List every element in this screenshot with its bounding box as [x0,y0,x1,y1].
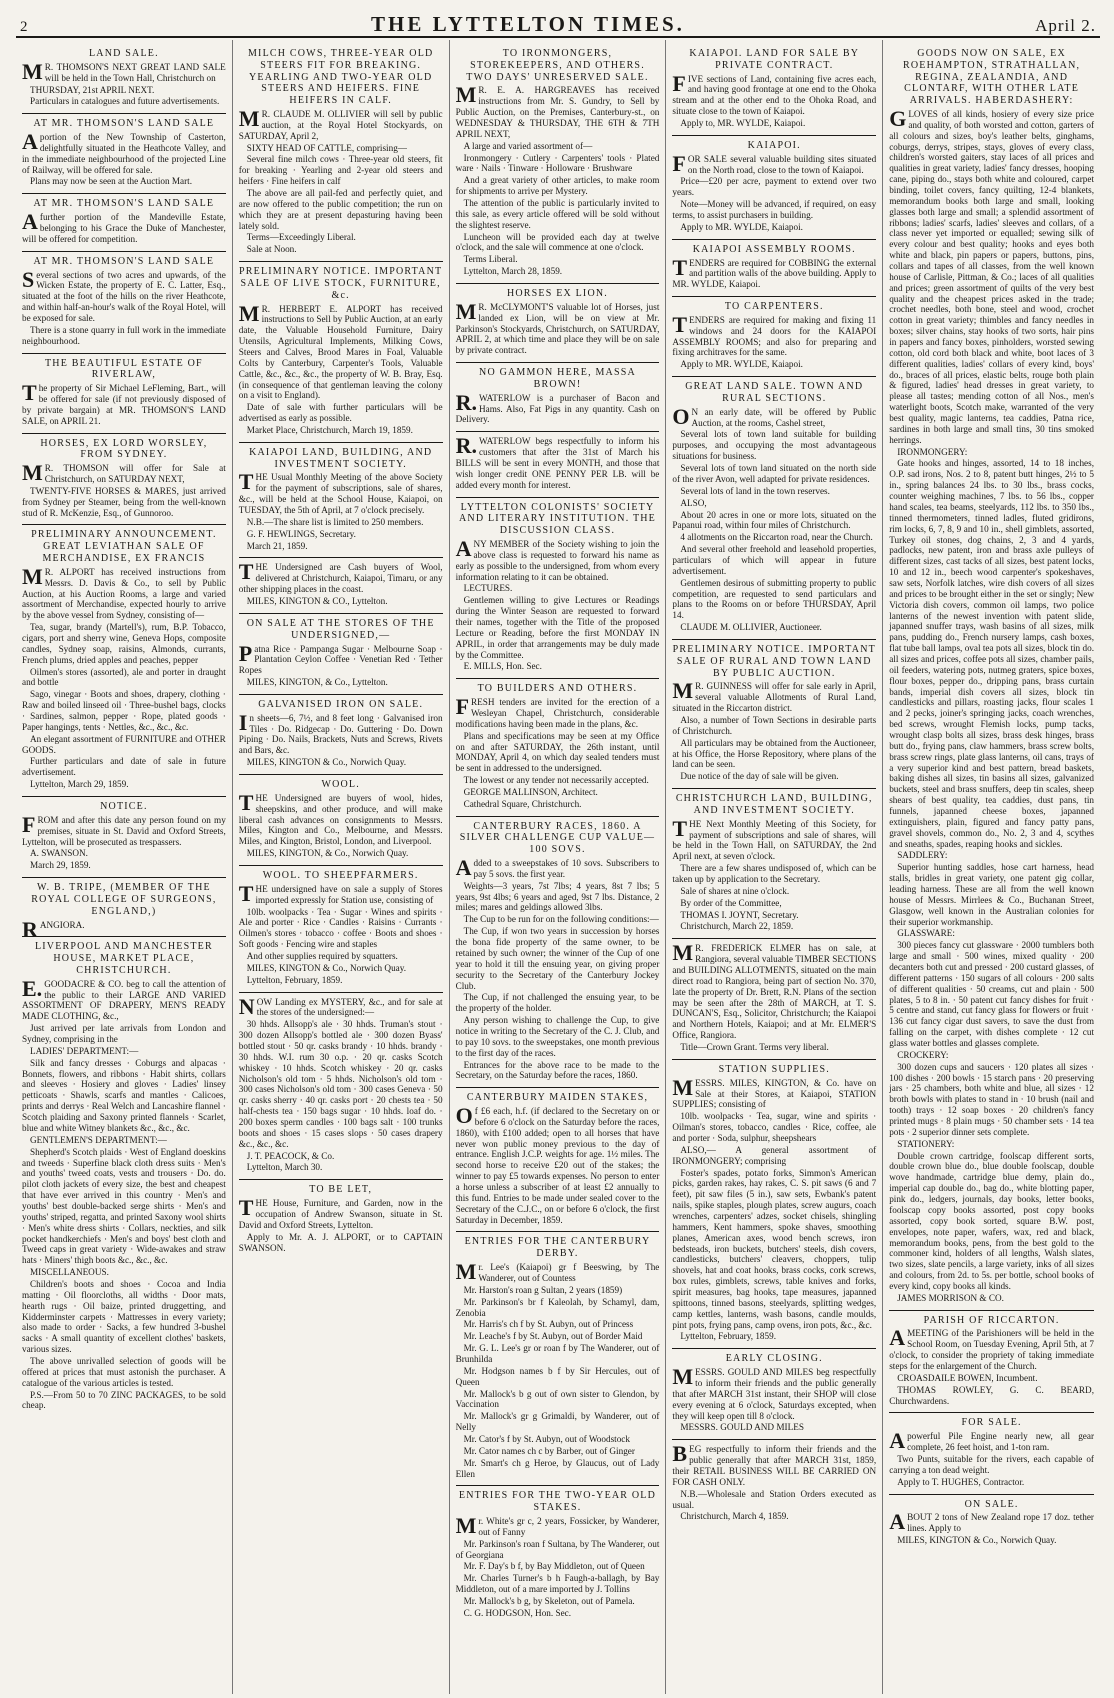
ad-paragraph: FOR SALE several valuable building sites situated on the North road, close to the town of Kaiapoi. [672,150,877,176]
ad-paragraph: Mr. Charles Turner's b h Faugh-a-ballagh, by Bay Middleton, out of a mare imported by J. Tollins [455,1573,660,1595]
ad-paragraph: Oilmen's stores (assorted), ale and porter in draught and bottle [22,666,226,688]
advertisement [456,1486,660,1624]
ad-paragraph: Weights—3 years, 7st 7lbs; 4 years, 8st 7 lbs; 5 years, 9st 4lbs; 6 years and aged, 9st 7 lbs. Distance, 2 miles; mares and geldings allowed 3lbs. [455,880,660,913]
ad-paragraph: N.B.—The share list is limited to 250 members. [246,516,424,527]
advertisement [456,363,660,432]
ad-paragraph: 300 dozen cups and saucers · 120 plates all sizes · 100 dishes · 200 bowls · 15 starch pans · 20 preserving jars · 25 chambers, both white and blue, all sizes · 12 broth bowls with plates to stand in · 10 brush (nail and tooth) trays · 12 soap boxes · 20 children's fancy printed mugs · 8 plain mugs · 50 chamber sets · 14 tea pots · 2 superior dinner sets complete. [889,1061,1094,1137]
ad-heading: HORSES EX LION. [506,288,609,299]
ad-heading: KAIAPOI ASSEMBLY ROOMS. [692,243,856,255]
ad-paragraph: Lyttelton, February, 1859. [246,974,343,985]
ad-paragraph: Cathedral Square, Christchurch. [463,798,582,809]
ad-paragraph: THE Undersigned are Cash buyers of Wool, delivered at Christchurch, Kaiapoi, Timaru, or any other shipping places in the coast. [238,559,443,595]
advertisement [22,194,226,251]
ad-paragraph: Sale of shares at nine o'clock. [680,885,790,896]
ad-paragraph: Due notice of the day of sale will be given. [680,771,839,782]
ad-heading: PARISH OF RICCARTON. [923,1314,1060,1326]
ad-paragraph: CROASDAILE BOWEN, Incumbent. [897,1372,1038,1383]
ad-paragraph: Mr. Leache's f by St. Aubyn, out of Border Maid [463,1331,643,1342]
advertisement [456,679,660,816]
ad-paragraph: The Cup, if not challenged the ensuing year, to be the property of the holder. [455,992,660,1014]
ad-heading: HORSES, EX LORD WORSLEY, FROM SYDNEY. [40,437,208,461]
ad-paragraph: MR. ALPORT has received instructions from Messrs. D. Davis & Co., to sell by Public Auction, at his Auction Rooms, a large and varied assortment of Merchandise, expected hourly to arrive by the above vessel from Sydney, consisting of— [22,563,226,621]
advertisement [239,262,443,443]
ad-paragraph: There are a few shares undisposed of, which can be taken up by application to the Secretary. [672,863,877,884]
ad-heading: CANTERBURY MAIDEN STAKES, [466,1092,649,1104]
ad-paragraph: GEORGE MALLINSON, Architect. [463,786,598,797]
ad-paragraph: Silk and fancy dresses · Coburgs and alpacas · Bonnets, flowers, and ribbons · Habit shirts, collars and sleeves · Hosiery and gloves · Ladies' linsey petticoats · Shawls, scarfs and mantles · Calicoes, prints and derrys · Real Welch and Lancashire flannel · Scotch plaiding and Saxony printed flannels · Scarlet, blue and white Witney blankets &c., &c., &c. [22,1057,226,1133]
column-4 [666,40,883,1694]
advertisement [672,44,876,136]
ad-paragraph: Mr. Hodgson names b f by Sir Hercules, out of Queen [455,1365,660,1387]
ad-paragraph: Afurther portion of the Mandeville Estate, belonging to his Grace the Duke of Manchester, will be offered for competition. [22,209,226,244]
ad-heading: AT MR. THOMSON'S LAND SALE [33,198,215,210]
ad-paragraph: Shepherd's Scotch plaids · West of England doeskins and tweeds · Superfine black cloth dress suits · Men's and youths' tweed coats, vests and trousers · Do. do. pilot cloth jackets of every size, the best and cheapest that have ever arrived in this country · Men's and youths' best double-backed serge shirts · Men's and youths' striped, regatta, and printed Saxony wool shirts · Men's white dress shirts · Collars, neckties, and silk pocket handkerchiefs · Men's and boys' best cloth and Tweed caps in great variety · Wide-awakes and straw hats · Miners' thigh boots &c., &c., &c. [22,1146,226,1266]
ad-paragraph: Apply to T. HUGHES, Contractor. [897,1476,1025,1487]
advertisement [672,297,876,377]
ad-paragraph: CROCKERY: [897,1049,949,1060]
ad-paragraph: ANY MEMBER of the Society wishing to join the above class is requested to forward his name as early as possible to the undersigned, from whom every information relating to it can be obtained. [455,535,660,582]
ad-heading: KAIAPOI LAND, BUILDING, AND INVESTMENT SOCIETY. [249,446,433,470]
ad-paragraph: MR. HERBERT E. ALPORT has received instructions to Sell by Public Auction, at an early date, the Valuable Household Furniture, Dairy Utensils, Agricultural Implements, Milking Cows, Steers and Calves, Brood Mares in Foal, Valuable Colts by Canterbury, Carpenter's Tools, Valuable Cattle, &c., &c., &c., the property of W. B. Bray, Esq. (in consequence of that gentleman leaving the colony on a visit to England). [238,300,443,401]
ad-paragraph: Entrances for the above race to be made to the Secretary, on the Saturday before the races, 1860. [455,1059,660,1081]
ad-paragraph: MESSRS. MILES, KINGTON, & Co. have on Sale at their Stores, at Kaiapoi, STATION SUPPLIES; consisting of [672,1074,877,1110]
advertisement [456,284,660,363]
ad-paragraph: Terms—Exceedingly Liberal. [246,232,356,243]
ad-paragraph: NOW Landing ex MYSTERY, &c., and for sale at the stores of the undersigned:— [238,993,443,1019]
advertisement [239,443,443,559]
ad-paragraph: TENDERS are required for making and fixing 11 windows and 24 doors for the KAIAPOI ASSEMBLY ROOMS; and also for preparing and fixing architraves for the same. [672,311,877,358]
ad-paragraph: Superior hunting saddles, hose cart harness, head stalls, bridles in great variety, one patent gig collar, leading harness. These are all from the well known house of Messrs. Mirrlees & Co., Buchanan Street, Glasgow, well known in the Australian colonies for their superior workmanship. [889,862,1094,927]
ad-paragraph: Title—Crown Grant. Terms very liberal. [680,1042,829,1052]
ad-paragraph: THOMAS ROWLEY, G. C. BEARD, Churchwardens. [889,1384,1094,1406]
advertisement [672,789,876,939]
ad-paragraph: In sheets—6, 7½, and 8 feet long · Galvanised iron Tiles · Do. Ridgecap · Do. Guttering · Do. Down Piping · Do. Nails, Brackets, Nuts and Screws, Rivets and Bars, &c. [238,709,443,756]
advertisement [456,1232,660,1486]
ad-paragraph: March 21, 1859. [246,540,308,551]
ad-paragraph: Several lots of land in the town reserves. [680,485,830,496]
advertisement [889,1495,1094,1552]
advertisement [239,44,443,262]
column-1 [16,40,233,1694]
ad-paragraph: MILES, KINGTON & Co., Norwich Quay. [246,757,407,768]
ad-paragraph: Mr. Cator names ch c by Barber, out of Ginger [463,1445,635,1456]
ad-paragraph: GENTLEMEN'S DEPARTMENT:— [30,1134,167,1145]
advertisement [239,695,443,775]
ad-heading: ENTRIES FOR THE CANTERBURY DERBY. [464,1236,651,1260]
ad-paragraph: Gentlemen willing to give Lectures or Readings during the Winter Season are requested to forward their names, together with the Title of the proposed Lecture or Reading, before the first MONDAY IN APRIL, in order that arrangements may be duly made by the Committee. [455,595,660,660]
advertisement [22,44,226,114]
column-5 [883,40,1100,1694]
ad-paragraph: A. SWANSON. [30,848,88,859]
ad-paragraph: About 20 acres in one or more lots, situated on the Papanui road, within four miles of Christchurch. [672,509,877,531]
ad-paragraph: And several other freehold and leasehold properties, particulars of which will appear in future advertisement. [672,544,877,576]
ad-paragraph: MR. McCLYMONT'S valuable lot of Horses, just landed ex Lion, will be on view at Mr. Parkinson's Stockyards, Christchurch, on SATURDAY, APRIL 2, at which time and place they will be on sale by private contract. [455,298,660,356]
ad-paragraph: ABOUT 2 tons of New Zealand rope 17 doz. tether lines. Apply to [889,1509,1094,1535]
ad-paragraph: SADDLERY: [897,850,948,861]
ad-paragraph: MR. CLAUDE M. OLLIVIER will sell by public auction, at the Royal Hotel Stockyards, on SATURDAY, April 2, [238,105,443,141]
advertisement [456,817,660,1089]
ad-paragraph: There is a stone quarry in full work in the immediate neighbourhood. [22,324,226,346]
ad-paragraph: The above are all pail-fed and perfectly quiet, and are now offered to the public competition; the run on which they are at present depasturing having been lately sold. [238,188,443,231]
ad-paragraph: Several lots of town land suitable for building purposes, and occupying the most advantageous situations for business. [672,429,877,462]
ad-paragraph: R.WATERLOW begs respectfully to inform his customers that after the 31st of March his BILLS will be sent in every MONTH, and those that wish longer credit ONE PENNY PER LB. will be added every month for interest. [455,433,660,490]
ad-paragraph: Apply to, MR. WYLDE, Kaiapoi. [680,118,806,129]
advertisement [22,878,226,942]
ad-paragraph: RANGIORA. [22,916,85,942]
ad-paragraph: MILES, KINGTON & CO., Lyttelton. [246,596,388,607]
ad-paragraph: Mr. Parkinson's roan f Sultana, by The Wanderer, out of Georgiana [455,1538,660,1560]
ad-paragraph: Mr. Smart's ch g Heroe, by Glaucus, out of Lady Ellen [455,1457,660,1479]
column-3 [450,40,667,1694]
ad-paragraph: Apply to MR. WYLDE, Kaiapoi. [680,359,803,370]
ad-paragraph: Foster's spades, potato forks, Simmon's American picks, garden rakes, hay rakes, C. S. pit saws (6 and 7 feet), pit saw files (5 in.), saw sets, Ewbank's patent nails, spike staples, plough plates, screw augurs, coach wrenches, carpenters' adzes, socket chisels, shingling hammers, Kent hammers, spoke shaves, smoothing planes, American axes, wood bench screws, iron bedsteads, iron buckets, butchers' steels, dish covers, candlesticks, butchers' cleavers, choppers, tulip shovels, hat and coat hooks, brass cocks, cork screws, box rules, gimblets, screws, table knives and forks, spirit measures, bag hooks, tape measures, japanned spittoons, tinned basons, steelyards, splitting wedges, camp kettles, lanterns, wash basons, candle moulds, pint pots, frying pans, camp ovens, iron pots, &c., &c. [672,1167,877,1330]
ad-paragraph: GLOVES of all kinds, hosiery of every size price and quality, of both worsted and cotton, garters of all colours and sizes, boy's leather belts, ginghams, coburgs, derrys, stripes, stays, gloves of every class, children's worsted gaiters, stay laces of all prices and qualities in great variety, ladies' fancy dresses, hooping cane, piping do., stays both white and coloured, carpet binding, toilet covers, fancy quilting, 12-4 blankets, memorandum books both large and small, looking glasses both large and small; a splendid assortment of ribbons; ladies' scarfs, ladies' sleeves and collars, of a class never yet imported or equalled; sewing silk of every colour and best quality; hooks and eyes both white and black, pin papers or papers, buttons, pins, collars and tapes of all classes, from the well known house of Carlisle, Pittman, & Co.; laces of all qualities and prices; green assortment of quilts of the very best quality and the cheapest prices asked in the trade; crochet needles, both bone, steel and wood, crochet cotton in great variety; thimbles and fancy needles in boxes; silver chains, stay hooks of two sorts, hair pins in papers and fancy boxes, pinholders, worsted sewing cotton, old cord both black and white, boot laces of 3 different qualities, ladies' collars of every kind, boys' do., braces of all prices, elastic belts, rouge both plain & figured, ladies' head dresses in great variety, to please all tastes; mending cotton of all Nos., men's waterlight boots, Scotch make, warranted of the very best quality, magic lanterns, tea caddies, Patna rice, sardines in both large and small tins, 30 tins smoked herrings. [889,105,1094,445]
ad-paragraph: MISCELLANEOUS. [30,1267,109,1278]
ad-paragraph: MILES, KINGTON & Co., Norwich Quay. [246,962,407,973]
ad-paragraph: MR. THOMSON'S NEXT GREAT LAND SALE will be held in the Town Hall, Christchurch on [22,58,226,84]
ad-paragraph: MESSRS. GOULD AND MILES [680,1422,804,1433]
ad-paragraph: N.B.—Wholesale and Station Orders executed as usual. [672,1488,877,1510]
ad-paragraph: LECTURES. [463,583,513,594]
ad-paragraph: TWENTY-FIVE HORSES & MARES, just arrived from Sydney per Steamer, being from the well-known stud of R. McKenzie, Esq., of Gunnoroo. [22,485,226,518]
ad-paragraph: Aportion of the New Township of Casterton, delightfully situated in the Heathcote Valley, and in the immediate neighbourhood of the projected Line of Railway, will be offered for sale. [22,129,226,175]
ad-paragraph: Ironmongery · Cutlery · Carpenters' tools · Plated ware · Nails · Tinware · Holloware · Brushware [455,152,660,174]
ad-paragraph: CLAUDE M. OLLIVIER, Auctioneer. [680,622,822,633]
ad-paragraph: Several lots of town land situated on the north side of the river Avon, well adapted for private residences. [672,463,877,484]
ad-paragraph: Just arrived per late arrivals from London and Sydney, comprising in the [22,1023,226,1045]
ad-heading: TO BUILDERS AND OTHERS. [477,683,638,695]
masthead [16,12,1100,38]
ad-heading: PRELIMINARY NOTICE. IMPORTANT SALE OF RURAL AND TOWN LAND BY PUBLIC AUCTION. [672,643,876,679]
ad-heading: GREAT LAND SALE. TOWN AND RURAL SECTIONS. [685,381,864,404]
ad-paragraph: Several fine milch cows · Three-year old steers, fit for breaking · Yearling and 2-year old steers and heifers · Fine heifers in calf [238,154,443,187]
ad-heading: PRELIMINARY NOTICE. IMPORTANT SALE OF LIVE STOCK, FURNITURE, &c. [239,266,443,301]
ad-paragraph: Patna Rice · Pampanga Sugar · Melbourne Soap · Plantation Ceylon Coffee · Venetian Red · Tether Ropes [238,640,443,676]
ad-paragraph: The Cup to be run for on the following conditions:— [463,914,659,925]
ad-paragraph: Children's boots and shoes · Cocoa and India matting · Oil floorcloths, all widths · Door mats, hearth rugs · Oil baize, printed druggetting, and Kidderminster carpets · Mattresses in every variety; also made to order · Sacks, a few hundred 3-bushel sacks · A small quantity of excellent clothes' baskets, various sizes. [22,1278,226,1355]
advertisement [239,993,443,1181]
ad-paragraph: ALSO, [680,497,707,508]
advertisement [239,558,443,613]
ad-paragraph: Mr. Harris's ch f by St. Aubyn, out of Princess [463,1319,634,1330]
ad-paragraph: Note—Money will be advanced, if required, on easy terms, to assist purchasers in building. [672,199,877,220]
ad-paragraph: Price—£20 per acre, payment to extend over two years. [672,176,877,198]
ad-paragraph: Lyttelton, March 30. [246,1162,323,1173]
ad-paragraph: 4 allotments on the Riccarton road, near the Church. [680,532,873,543]
ad-heading: TO BE LET, [309,1184,373,1196]
ad-paragraph: Further particulars and date of sale in future advertisement. [22,756,226,778]
ad-paragraph: THE Next Monthly Meeting of this Society, for payment of subscriptions and sale of shares, will be held in the Town Hall, on SATURDAY, the 2nd April next, at seven o'clock. [672,815,877,862]
ad-heading: LYTTELTON COLONISTS' SOCIETY AND LITERARY INSTITUTION. THE DISCUSSION CLASS. [458,501,656,537]
ad-paragraph: Mr. G. L. Lee's gr or roan f by The Wanderer, out of Brunhilda [455,1343,660,1364]
ad-paragraph: Apply to MR. WYLDE, Kaiapoi. [680,221,803,232]
ad-paragraph: By order of the Committee, [680,897,782,908]
ad-heading: TO CARPENTERS. [724,301,824,313]
ad-paragraph: THE undersigned have on sale a supply of Stores imported expressly for Station use, consisting of [238,880,443,906]
advertisement [22,252,226,354]
ad-paragraph: ALSO,— A general assortment of IRONMONGERY; comprising [672,1144,877,1166]
ad-paragraph: 300 pieces fancy cut glassware · 2000 tumblers both large and small · 500 wines, mixed quality · 200 decanters both cut and pressed · 200 custard glasses, of different patterns · 150 sugars of all colours · 200 salts of different qualities · 50 creams, cut and plain · 500 plates, 5 to 8 in. · 50 patent cut fancy dishes for fruit · 5 centre and stand, cut fancy glass for flowers or fruit · 136 cut fancy cigar dust savers, to save the dust from falling on the carpet, with dishes complete · 12 cut glass water bottles and glasses complete. [889,940,1094,1049]
advertisement [239,775,443,866]
ad-heading: AT MR. THOMSON'S LAND SALE [33,255,215,267]
ad-paragraph: Lyttelton, February, 1859. [680,1331,776,1342]
ad-heading: STATION SUPPLIES. [718,1063,830,1075]
ad-paragraph: Apowerful Pile Engine nearly new, all gear complete, 26 feet hoist, and 1-ton ram. [889,1428,1094,1454]
ad-paragraph: BEG respectfully to inform their friends and the public generally that after MARCH 31st, 1859, their RETAIL BUSINESS WILL BE CARRIED ON FOR CASH ONLY. [672,1441,877,1487]
ad-paragraph: 10lb. woolpacks · Tea, sugar, wine and spirits · Oilman's stores, tobacco, candles · Rice, coffee, ale and porter · Soda, sulphur, sheepshears [672,1111,877,1143]
ad-heading: ON SALE AT THE STORES OF THE UNDERSIGNED,— [246,617,435,641]
ad-paragraph: Double crown cartridge, foolscap different sorts, double crown blue do., blue double foolscap, double wove handmade, cartridge blue demy, plain do., imperial cap double do., bag do., white blotting paper, pink do., ledgers, journals, day books, letter books, foolscap copy books assorted, post copy books assorted, copy book sorted, square B.W. post, envelopes, note paper, wafers, wax, red and black, memorandum books, pens, from the best gold to the commoner kind, holders of all lengths, Walsh slates, two sizes, slate pencils, a large variety, inks of all sizes and colours, from 2d. to 5s. per bottle, school books of every kind, copy books all kinds. [889,1150,1094,1291]
ad-paragraph: MR. FREDERICK ELMER has on sale, at Rangiora, several valuable TIMBER SECTIONS and BUILDING ALLOTMENTS, situated on the main direct road to Rangiora, being part of section No. 370, late the property of Dr. Brett, R.N. Plans of the section may be seen after the 28th of MARCH, at T. S. DUNCAN'S, Esq., Solicitor, Christchurch; the Kaiapoi and Northern Hotels, Kaiapoi; and at Mr. ELMER'S Office, Rangiora. [672,940,877,1041]
ad-paragraph: THE Usual Monthly Meeting of the above Society for the payment of subscriptions, sale of shares, &c., will be held at the School House, Kaiapoi, on TUESDAY, the 5th of April, at 7 o'clock precisely. [238,469,443,516]
ad-paragraph: Mr. Cator's f by St. Aubyn, out of Woodstock [463,1433,630,1444]
ad-paragraph: MILES, KINGTON & Co., Norwich Quay. [897,1535,1057,1546]
ad-heading: CHRISTCHURCH LAND, BUILDING, AND INVESTMENT SOCIETY. [675,793,873,816]
ad-paragraph: The property of Sir Michael LeFleming, Bart., will be offered for sale (if not previously disposed of by private bargain) at MR. THOMSON'S LAND SALE, on APRIL 21. [22,380,226,426]
ad-paragraph: 10lb. woolpacks · Tea · Sugar · Wines and spirits · Ale and porter · Rice · Candles · Raisins · Currants · Oilmen's stores · tobacco · coffee · Boots and shoes · Soft goods · Fencing wire and staples [238,906,443,950]
ad-paragraph: G. F. HEWLINGS, Secretary. [246,528,356,539]
ad-paragraph: Mr. Mallock's b g out of own sister to Glendon, by Vaccination [455,1388,660,1410]
advertisement [672,377,876,640]
advertisement [456,1088,660,1232]
ad-paragraph: The attention of the public is particularly invited to this sale, as every article offered will be sold without the slightest reserve. [455,197,660,230]
ad-paragraph: FIVE sections of Land, containing five acres each, and having good frontage at one end to the Ohoka stream and at the other end to the Ohoka Road, and situate close to the town of Kaiapoi. [672,70,877,117]
advertisement [456,44,660,284]
advertisement [22,937,226,1417]
advertisement [672,240,876,297]
ad-paragraph: MILES, KINGTON, & Co., Norwich Quay. [246,848,409,859]
ad-paragraph: Added to a sweepstakes of 10 sovs. Subscribers to pay 5 sovs. the first year. [455,855,660,881]
ad-paragraph: Christchurch, March 22, 1859. [680,921,794,932]
ad-paragraph: Lyttelton, March 29, 1859. [30,779,129,790]
ad-paragraph: Also, a number of Town Sections in desirable parts of Christchurch. [672,714,877,736]
ad-paragraph: E. MILLS, Hon. Sec. [463,661,542,672]
ad-paragraph: MR. THOMSON will offer for Sale at Christchurch, on SATURDAY NEXT, [22,460,226,486]
ad-paragraph: Two Punts, suitable for the rivers, each capable of carrying a ton dead weight. [889,1453,1094,1475]
ad-heading: KAIAPOI. LAND FOR SALE BY PRIVATE CONTRACT. [689,48,860,71]
ad-paragraph: Apply to Mr. A. J. ALPORT, or to CAPTAIN SWANSON. [238,1231,443,1253]
ad-paragraph: Mr. F. Day's b f, by Bay Middleton, out of Queen [463,1561,645,1572]
advertisement [239,1180,443,1259]
ad-paragraph: Plans and specifications may be seen at my Office on and after SATURDAY, the 26th instant, until MONDAY, April 4, on which day sealed tenders must be sent in addressed to the undersigned. [455,730,660,774]
ad-heading: GOODS NOW ON SALE, EX ROEHAMPTON, STRATHALLAN, REGINA, ZEALANDIA, AND CLONTARF, WITH OTHER LATE ARRIVALS. HABERDASHERY: [902,48,1081,107]
ad-paragraph: Sale at Noon. [246,244,297,255]
ad-heading: WOOL. TO SHEEPFARMERS. [262,869,419,881]
ad-paragraph: Christchurch, March 4, 1859. [680,1511,789,1522]
ad-heading: ENTRIES FOR THE TWO-YEAR OLD STAKES. [458,1490,657,1514]
ad-paragraph: TENDERS are required for COBBING the external and partition walls of the above building. Apply to MR. WYLDE, Kaiapoi. [672,254,877,290]
ad-paragraph: THE Undersigned are buyers of wool, hides, sheepskins, and other produce, and will make liberal cash advances on consignments to Messrs. Miles, Kington and Co., Melbourne, and Messrs. Miles, and Kington, Bristol, London, and Liverpool. [238,789,443,847]
ad-paragraph: Mr. Mallock's b g, by Skeleton, out of Pamela. [463,1596,635,1607]
ad-paragraph: FROM and after this date any person found on my premises, situate in St. David and Oxford Streets, Lyttelton, will be prosecuted as trespassers. [22,811,226,847]
ad-paragraph: THURSDAY, 21st APRIL NEXT. [30,84,155,95]
ad-paragraph: Terms Liberal. [463,254,518,265]
ad-paragraph: FRESH tenders are invited for the erection of a Wesleyan Chapel, Christchurch, considerable modifications having been made in the plans, &c. [455,694,660,729]
ad-paragraph: Mr. White's gr c, 2 years, Fossicker, by Wanderer, out of Fanny [455,1513,660,1538]
ad-heading: CANTERBURY RACES, 1860. A SILVER CHALLENGE CUP VALUE—100 SOVS. [459,820,656,856]
ad-paragraph: Mr. Mallock's gr g Grimaldi, by Wanderer, out of Nelly [455,1411,660,1433]
ad-heading: GALVANISED IRON ON SALE. [258,698,424,710]
ad-paragraph: 30 hhds. Allsopp's ale · 30 hhds. Truman's stout · 300 dozen Allsopp's bottled ale · 300 dozen Byass' bottled stout · 50 qr. casks brandy · 10 hhds. brandy · 30 hhds. W.I. rum 30 o.p. · 20 qr. casks Scotch whiskey · 10 hhds. Scotch whiskey · 20 qr. casks Nicholson's old tom · 5 hhds. Nicholson's old tom · 300 cases Nicholson's old tom · 300 cases Geneva · 50 qr. casks sherry · 40 qr. casks port · 20 chests tea · 50 half-chests tea · 150 bags sugar · 10 hhds. loaf do. · 200 boxes sperm candles · 100 bags salt · 100 trunks boots and shoes · 15 cases slops · 50 cases drapery &c., &c., &c. [238,1019,443,1149]
ad-paragraph: The above unrivalled selection of goods will be offered at prices that must astonish the purchaser. A catalogue of the various articles is tested. [22,1355,226,1388]
ad-paragraph: Of £6 each, h.f. (if declared to the Secretary on or before 6 o'clock on the Saturday before the races, 1860), with £100 added; open to all horses that have never won public money previous to the day of entrance. English J.C.P. weights for age. 1½ miles. The second horse to receive £20 out of the stakes; the winner to pay £5 towards expenses. No person to enter a horse unless a subscriber of at least £2 annually to this fund. Entries to be made under sealed cover to the Secretary of the C.J.C., on or before 6 o'clock, the first Saturday in December, 1859. [455,1103,660,1225]
page-number: 2 [20,19,28,35]
advertisement [672,1060,876,1349]
ad-paragraph: A large and varied assortment of— [463,140,593,151]
ad-paragraph: Luncheon will be provided each day at twelve o'clock, and the sale will commence at one o'clock. [455,231,660,253]
ad-paragraph: Any person wishing to challenge the Cup, to give notice in writing to the Secretary of the C. J. Club, and to pay 10 sovs. to the sweepstakes, one month previous to the first day of the races. [455,1015,660,1058]
ad-paragraph: MR. E. A. HARGREAVES has received instructions from Mr. S. Gundry, to Sell by Public Auction, on the Premises, Canterbury-st., on WEDNESDAY & THURSDAY, THE 6TH & 7TH APRIL NEXT, [455,82,660,139]
ad-heading: AT MR. THOMSON'S LAND SALE [33,118,215,130]
ad-heading: EARLY CLOSING. [725,1353,823,1365]
ad-paragraph: All particulars may be obtained from the Auctioneer, at his Office, the Horse Repository, where plans of the land can be seen. [672,737,877,770]
advertisement [22,434,226,526]
ad-heading: KAIAPOI. [747,139,801,151]
ad-paragraph: Sago, vinegar · Boots and shoes, drapery, clothing · Raw and boiled linseed oil · Three-bushel bags, clocks · Sardines, salmon, pepper · Rope, plated goods · Paper hangings, tents · Nettles, &c., &c., &c. [22,689,226,732]
advertisement [672,640,876,789]
advertisement [672,939,876,1060]
columns-grid [16,40,1100,1694]
advertisement [22,797,226,878]
ad-paragraph: ON an early date, will be offered by Public Auction, at the rooms, Cashel street, [672,403,877,429]
ad-heading: TO IRONMONGERS, STOREKEEPERS, AND OTHERS. TWO DAYS' UNRESERVED SALE. [466,48,649,83]
column-2 [233,40,450,1694]
advertisement [889,1311,1094,1414]
ad-paragraph: An elegant assortment of FURNITURE and OTHER GOODS. [22,733,226,755]
advertisement [889,44,1094,1311]
ad-paragraph: Date of sale with further particulars will be advertised as early as possible. [238,402,443,424]
ad-paragraph: Lyttelton, March 28, 1859. [463,266,563,277]
ad-paragraph: JAMES MORRISON & CO. [897,1292,1004,1303]
ad-paragraph: Gate hooks and hinges, assorted, 14 to 18 inches, O.P. sad irons, Nos. 2 to 8, patent butt hinges, 2½ to 5 in., spring balances 24 lbs. to 30 lbs., brass cocks, counter weighing machines, 7 lbs. to 56 lbs., copper hand scales, tea beams, steelyards, 112 lbs. to 350 lbs., tinned thermometers, tinned ladles, fluted gridirons, rim locks, 6, 7, 8, 9 and 10 in., shell gimblets, assorted, Turkey oil stones, dog chains, 2, 3 and 4 yards, padlocks, new patent, iron and brass axle pulleys of different sizes, cast tacks of all sizes, best patent locks, 10 and 12 in., beech wood carpenter's spokeshaves, saw sets, Norfolk latches, wire dish covers of all sizes and prices to be brought either in the set or singly; New Victoria dish covers, common oil lamps, two police lanterns of the newest invention with patent slide, japanned snuffer trays, wash basins of all sizes, milk pans, pudding do., French nursery lamps, cash boxes, flat tube ball lamps, oval tea pots all sizes, block tin do. all sizes and prices, coffee pots all sizes, chamber pails, oil feeders, watering pots, nutmeg graters, spice boxes, flour boxes, pepper do., dripping pans, brass curtain bands, imperial dish covers all sizes, block tin candlesticks and pillars, roasting jacks, flour scales 1 and 2 pecks, joiner's springing jacks, coach wrenches, bed screws, wrought Flemish locks, pump tacks, wrought clasp bolts all sizes, brass desk hinges, brass butt do., frying pans, claw hammers, brass screw bolts, brass screw rings, plate glass lanterns, oil cans, trays of a very superior kind and best pattern, bread baskets, baking dishes all sizes, tin basins all sizes, galvanized buckets, steel and brass snuffers, deep tin scales, sheep shears of best quality, tea caddies, dust pans, tin funnels, japanned cheese boxes, japanned extinguishers, plain, figured and fancy patty pans, gravel shovels, common do., No. 2, 3 and 4, scythes and sneaths, spades, reaping hooks and sickles. [889,458,1094,849]
ad-paragraph: Gentlemen desirous of submitting property to public competition, are requested to send particulars and plans to the Rooms on or before THURSDAY, April 14. [672,577,877,621]
ad-paragraph: SIXTY HEAD OF CATTLE, comprising— [246,142,407,153]
ad-paragraph: LADIES' DEPARTMENT:— [30,1045,139,1056]
ad-heading: THE BEAUTIFUL ESTATE OF RIVERLAW, [44,357,203,381]
ad-paragraph: IRONMONGERY: [897,446,968,457]
ad-paragraph: And other supplies required by squatters. [246,950,398,961]
ad-paragraph: Mr. Lee's (Kaiapoi) gr f Beeswing, by The Wanderer, out of Countess [455,1259,660,1285]
advertisement [672,1440,876,1528]
ad-paragraph: March 29, 1859. [30,860,91,871]
ad-paragraph: MR. GUINNESS will offer for sale early in April, several valuable Allotments of Rural Land, situated in the Riccarton district. [672,678,877,714]
ad-paragraph: THE House, Furniture, and Garden, now in the occupation of Andrew Swanson, situate in St. David and Oxford Streets, Lyttelton. [238,1195,443,1230]
advertisement [239,614,443,695]
ad-paragraph: Particulars in catalogues and future advertisements. [30,96,220,107]
ad-paragraph: AMEETING of the Parishioners will be held in the School Room, on Tuesday Evening, April 5th, at 7 o'clock, to consider the propriety of taking immediate steps for the enlargement of the Church. [889,1325,1094,1372]
ad-paragraph: E.GOODACRE & CO. beg to call the attention of the public to their LARGE AND VARIED ASSORTMENT OF DRAPERY, MEN'S READY MADE CLOTHING, &c., [22,975,226,1022]
ad-paragraph: C. G. HODGSON, Hon. Sec. [463,1607,572,1618]
ad-heading: NOTICE. [100,801,148,813]
advertisement [889,1413,1094,1494]
newspaper-title: THE LYTTELTON TIMES. [371,12,685,36]
ad-heading: NO GAMMON HERE, MASSA BROWN! [479,367,636,390]
ad-paragraph: And a great variety of other articles, to make room for shipments to arrive per Mystery. [455,175,660,197]
advertisement [239,866,443,993]
ad-paragraph: P.S.—From 50 to 70 ZINC PACKAGES, to be sold cheap. [22,1389,226,1411]
ad-paragraph: MILES, KINGTON, & Co., Lyttelton. [246,677,388,688]
ad-paragraph: Mr. Harston's roan g Sultan, 2 years (1859) [463,1284,623,1295]
ad-heading: LIVERPOOL AND MANCHESTER HOUSE, MARKET PLACE, CHRISTCHURCH. [34,941,213,976]
ad-paragraph: The lowest or any tender not necessarily accepted. [463,775,649,786]
advertisement [456,432,660,497]
ad-paragraph: Several sections of two acres and upwards, of the Wicken Estate, the property of E. C. Latter, Esq., situated at the foot of the hills on the river Heathcote, and within half-an-hour's walk of the Royal Hotel, will be exposed for sale. [22,266,226,323]
ad-paragraph: GLASSWARE: [897,928,955,939]
ad-heading: MILCH COWS, THREE-YEAR OLD STEERS FIT FOR BREAKING. YEARLING AND TWO-YEAR OLD STEERS AND HEIFERS. FINE HEIFERS IN CALF. [247,48,434,107]
ad-paragraph: J. T. PEACOCK, & Co. [246,1150,335,1161]
advertisement [456,498,660,680]
ad-paragraph: R.WATERLOW is a purchaser of Bacon and Hams. Also, Fat Pigs in any quantity. Cash on Delivery. [455,389,660,425]
ad-heading: PRELIMINARY ANNOUNCEMENT. GREAT LEVIATHAN SALE OF MERCHANDISE, EX FRANCIS [31,529,217,565]
ad-paragraph: The Cup, if won two years in succession by horses the bona fide property of the same owner, to be retained by such owner; the winner of the Cup of one year to hold it till the ensuing year, on giving proper security to the Secretary of the Canterbury Jockey Club. [455,926,660,991]
ad-heading: WOOL. [321,779,360,791]
ad-heading: ON SALE. [964,1498,1019,1510]
ad-paragraph: STATIONERY: [897,1138,955,1149]
ad-heading: FOR SALE. [961,1417,1022,1429]
advertisement [672,1349,876,1440]
ad-paragraph: Plans may now be seen at the Auction Mart. [30,176,193,187]
ad-paragraph: Tea, sugar, brandy (Martell's), rum, B.P. Tobacco, cigars, port and sherry wine, Geneva Hops, composite candles, Sydney soap, raisins, Almonds, currants, French plums, dried apples and peaches, pepper [22,622,226,665]
advertisement [22,525,226,797]
advertisement [672,136,876,240]
ad-heading: W. B. TRIPE, (MEMBER OF THE ROYAL COLLEGE OF SURGEONS, ENGLAND,) [31,882,217,917]
ad-paragraph: MESSRS. GOULD AND MILES beg respectfully to inform their friends and the public generally that after MARCH 31st instant, their SHOP will close every evening at 6 o'clock, Saturdays excepted, when they will keep open till 8 o'clock. [672,1364,877,1421]
advertisement [22,354,226,434]
ad-paragraph: Market Place, Christchurch, March 19, 1859. [246,425,413,435]
issue-date: April 2. [1035,16,1096,35]
ad-paragraph: THOMAS I. JOYNT, Secretary. [680,909,799,920]
advertisement [22,114,226,194]
ad-heading: LAND SALE. [89,48,159,59]
ad-paragraph: Mr. Parkinson's br f Kaleolah, by Schamyl, dam, Zenobia [455,1296,660,1318]
